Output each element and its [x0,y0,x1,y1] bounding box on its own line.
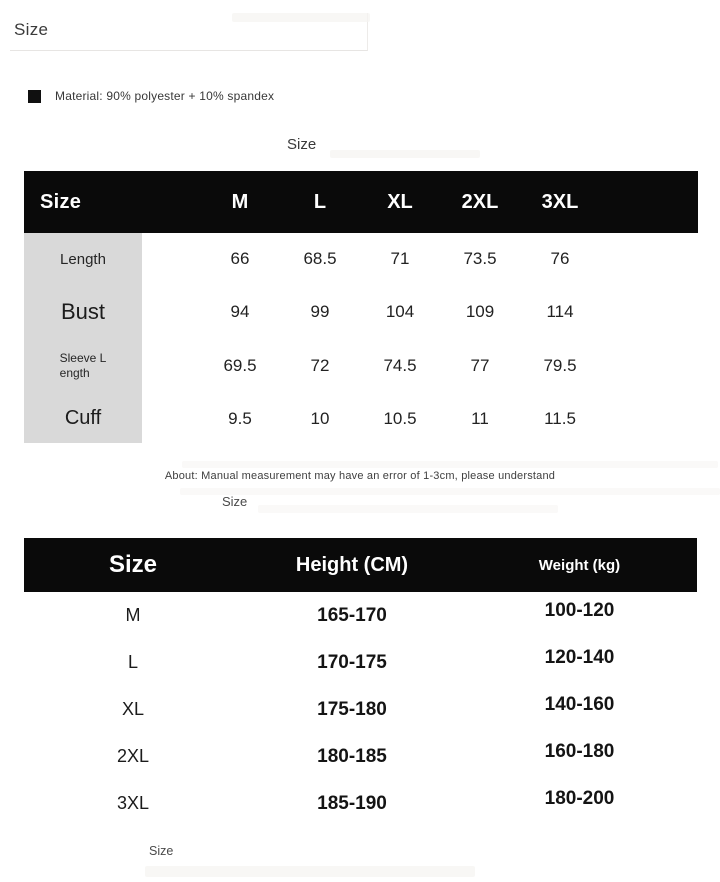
about-note: About: Manual measurement may have an error of 1-3cm, please understand [164,470,556,482]
table-row-xl [24,686,697,733]
row-label: Cuff [24,394,142,443]
table-row-length [24,233,698,285]
fit-chart-table [24,538,697,827]
cell-value: 9.5 [228,408,252,428]
cell-value: 109 [465,301,495,321]
fit-chart-header [24,538,697,592]
faint-artifact [180,488,720,495]
size-section-label: Size [287,136,317,153]
table-row-bust [24,285,698,338]
cell-size: M [125,605,141,625]
faint-artifact [145,866,475,877]
cell-height: 185-190 [317,792,387,814]
column-header-3xl: 3XL [541,190,579,213]
row-label: Length [24,233,142,285]
size-chart-table [24,171,698,443]
faint-artifact [182,461,718,468]
cell-value: 76 [550,249,570,268]
cell-value: 74.5 [383,356,417,375]
cell-value: 73.5 [463,249,497,268]
cell-weight: 140-160 [544,693,615,715]
column-header-xl: XL [387,190,413,213]
cell-value: 68.5 [303,249,337,268]
table-row-cuff [24,394,698,443]
cell-weight: 160-180 [544,740,615,762]
cell-value: 72 [310,356,330,375]
faint-artifact [232,13,370,22]
table-row-sleeve-length [24,338,698,394]
fit-column-header-height: Height (CM) [295,553,409,576]
cell-value: 77 [470,356,490,375]
cell-value: 71 [390,249,410,268]
cell-value: 10.5 [383,408,417,428]
cell-value: 66 [230,249,250,268]
cell-value: 94 [230,301,250,321]
cell-value: 11.5 [544,408,576,428]
cell-height: 170-175 [317,651,387,673]
cell-size: 3XL [116,793,150,813]
row-label: Sleeve L ength [24,338,142,394]
size-section-label-3: Size [149,844,174,858]
cell-height: 180-185 [317,745,387,767]
fit-column-header-weight: Weight (kg) [538,556,621,574]
table-row-m [24,592,697,639]
row-label: Bust [24,285,142,338]
fit-column-header-size: Size [108,551,158,578]
cell-weight: 120-140 [544,646,615,668]
column-header-l: L [313,190,327,213]
cell-height: 165-170 [317,604,387,626]
cell-value: 99 [310,301,330,321]
cell-value: 69.5 [223,356,257,375]
cell-height: 175-180 [317,698,387,720]
cell-weight: 100-120 [544,599,615,621]
cell-size: L [127,652,138,672]
material-note: Material: 90% polyester + 10% spandex [55,89,275,103]
cell-value: 104 [385,301,415,321]
table-row-l [24,639,697,686]
faint-artifact [330,150,480,158]
column-header-m: M [231,190,249,213]
cell-value: 79.5 [543,356,577,375]
material-row [28,89,274,103]
cell-weight: 180-200 [544,787,615,809]
table-row-2xl [24,733,697,780]
cell-value: 11 [471,408,489,428]
cell-size: 2XL [116,746,150,766]
faint-artifact [258,505,558,513]
table-row-3xl [24,780,697,827]
cell-value: 114 [546,301,574,321]
page-title: Size [14,20,49,39]
size-chart-corner-label: Size [40,190,82,213]
size-chart-header [24,171,698,233]
column-header-2xl: 2XL [461,190,499,213]
bullet-square-icon [28,90,41,103]
cell-size: XL [121,699,145,719]
cell-value: 10 [310,408,330,428]
size-section-label-2: Size [222,494,248,509]
